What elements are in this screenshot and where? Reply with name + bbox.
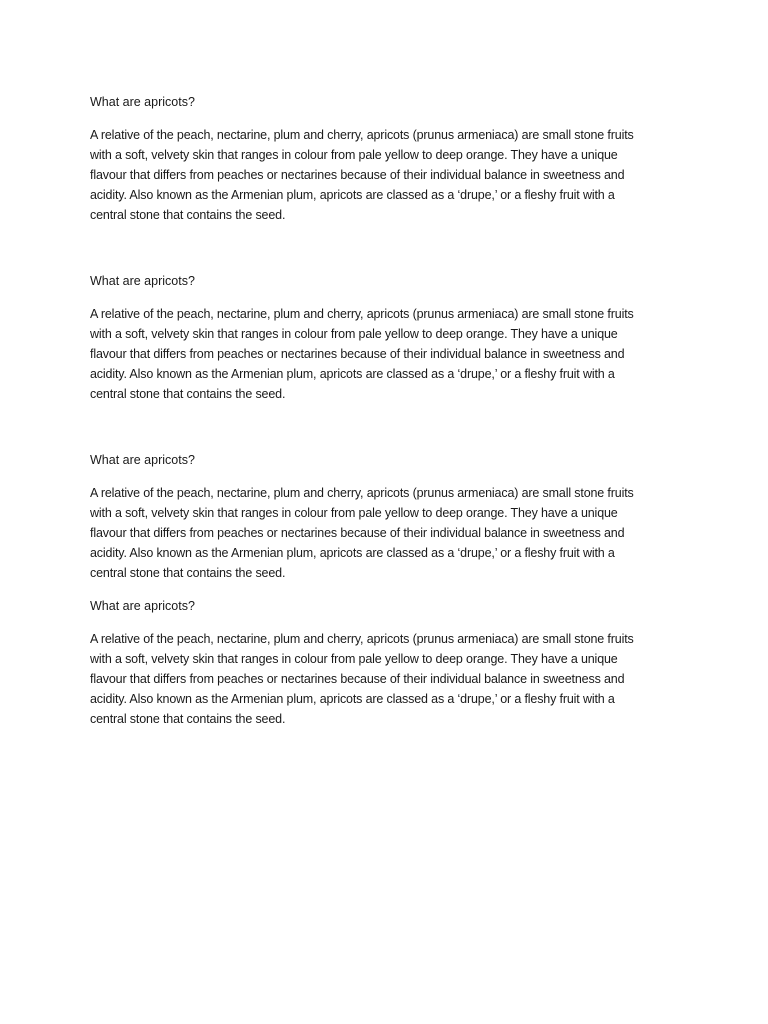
section-heading: What are apricots?	[90, 95, 195, 109]
paragraph-line: central stone that contains the seed.	[90, 387, 286, 401]
paragraph-line: acidity. Also known as the Armenian plum, apricots are classed as a ‘drupe,’ or a fleshy fruit with a	[90, 546, 615, 560]
section-3	[90, 450, 670, 583]
paragraph-line: flavour that differs from peaches or nectarines because of their individual balance in sweetness and	[90, 347, 625, 361]
paragraph-line: with a soft, velvety skin that ranges in colour from pale yellow to deep orange. They have a unique	[90, 652, 618, 666]
paragraph-line: acidity. Also known as the Armenian plum, apricots are classed as a ‘drupe,’ or a fleshy fruit with a	[90, 692, 615, 706]
paragraph-line: A relative of the peach, nectarine, plum and cherry, apricots (prunus armeniaca) are small stone fruits	[90, 307, 634, 321]
paragraph-line: central stone that contains the seed.	[90, 566, 286, 580]
section-2	[90, 271, 670, 404]
paragraph-line: flavour that differs from peaches or nectarines because of their individual balance in sweetness and	[90, 526, 625, 540]
section-1	[90, 92, 670, 225]
paragraph-line: acidity. Also known as the Armenian plum, apricots are classed as a ‘drupe,’ or a fleshy fruit with a	[90, 367, 615, 381]
paragraph-line: central stone that contains the seed.	[90, 208, 286, 222]
paragraph-line: A relative of the peach, nectarine, plum and cherry, apricots (prunus armeniaca) are small stone fruits	[90, 486, 634, 500]
section-paragraph	[90, 304, 670, 404]
document-page	[90, 92, 670, 729]
paragraph-line: with a soft, velvety skin that ranges in colour from pale yellow to deep orange. They have a unique	[90, 327, 618, 341]
paragraph-line: A relative of the peach, nectarine, plum and cherry, apricots (prunus armeniaca) are small stone fruits	[90, 128, 634, 142]
section-paragraph	[90, 629, 670, 729]
paragraph-line: central stone that contains the seed.	[90, 712, 286, 726]
section-heading: What are apricots?	[90, 453, 195, 467]
paragraph-line: with a soft, velvety skin that ranges in colour from pale yellow to deep orange. They have a unique	[90, 148, 618, 162]
paragraph-line: acidity. Also known as the Armenian plum, apricots are classed as a ‘drupe,’ or a fleshy fruit with a	[90, 188, 615, 202]
paragraph-line: with a soft, velvety skin that ranges in colour from pale yellow to deep orange. They have a unique	[90, 506, 618, 520]
paragraph-line: flavour that differs from peaches or nectarines because of their individual balance in sweetness and	[90, 672, 625, 686]
section-paragraph	[90, 125, 670, 225]
section-paragraph	[90, 483, 670, 583]
section-heading: What are apricots?	[90, 599, 195, 613]
section-heading: What are apricots?	[90, 274, 195, 288]
paragraph-line: A relative of the peach, nectarine, plum and cherry, apricots (prunus armeniaca) are small stone fruits	[90, 632, 634, 646]
paragraph-line: flavour that differs from peaches or nectarines because of their individual balance in sweetness and	[90, 168, 625, 182]
section-4	[90, 596, 670, 729]
